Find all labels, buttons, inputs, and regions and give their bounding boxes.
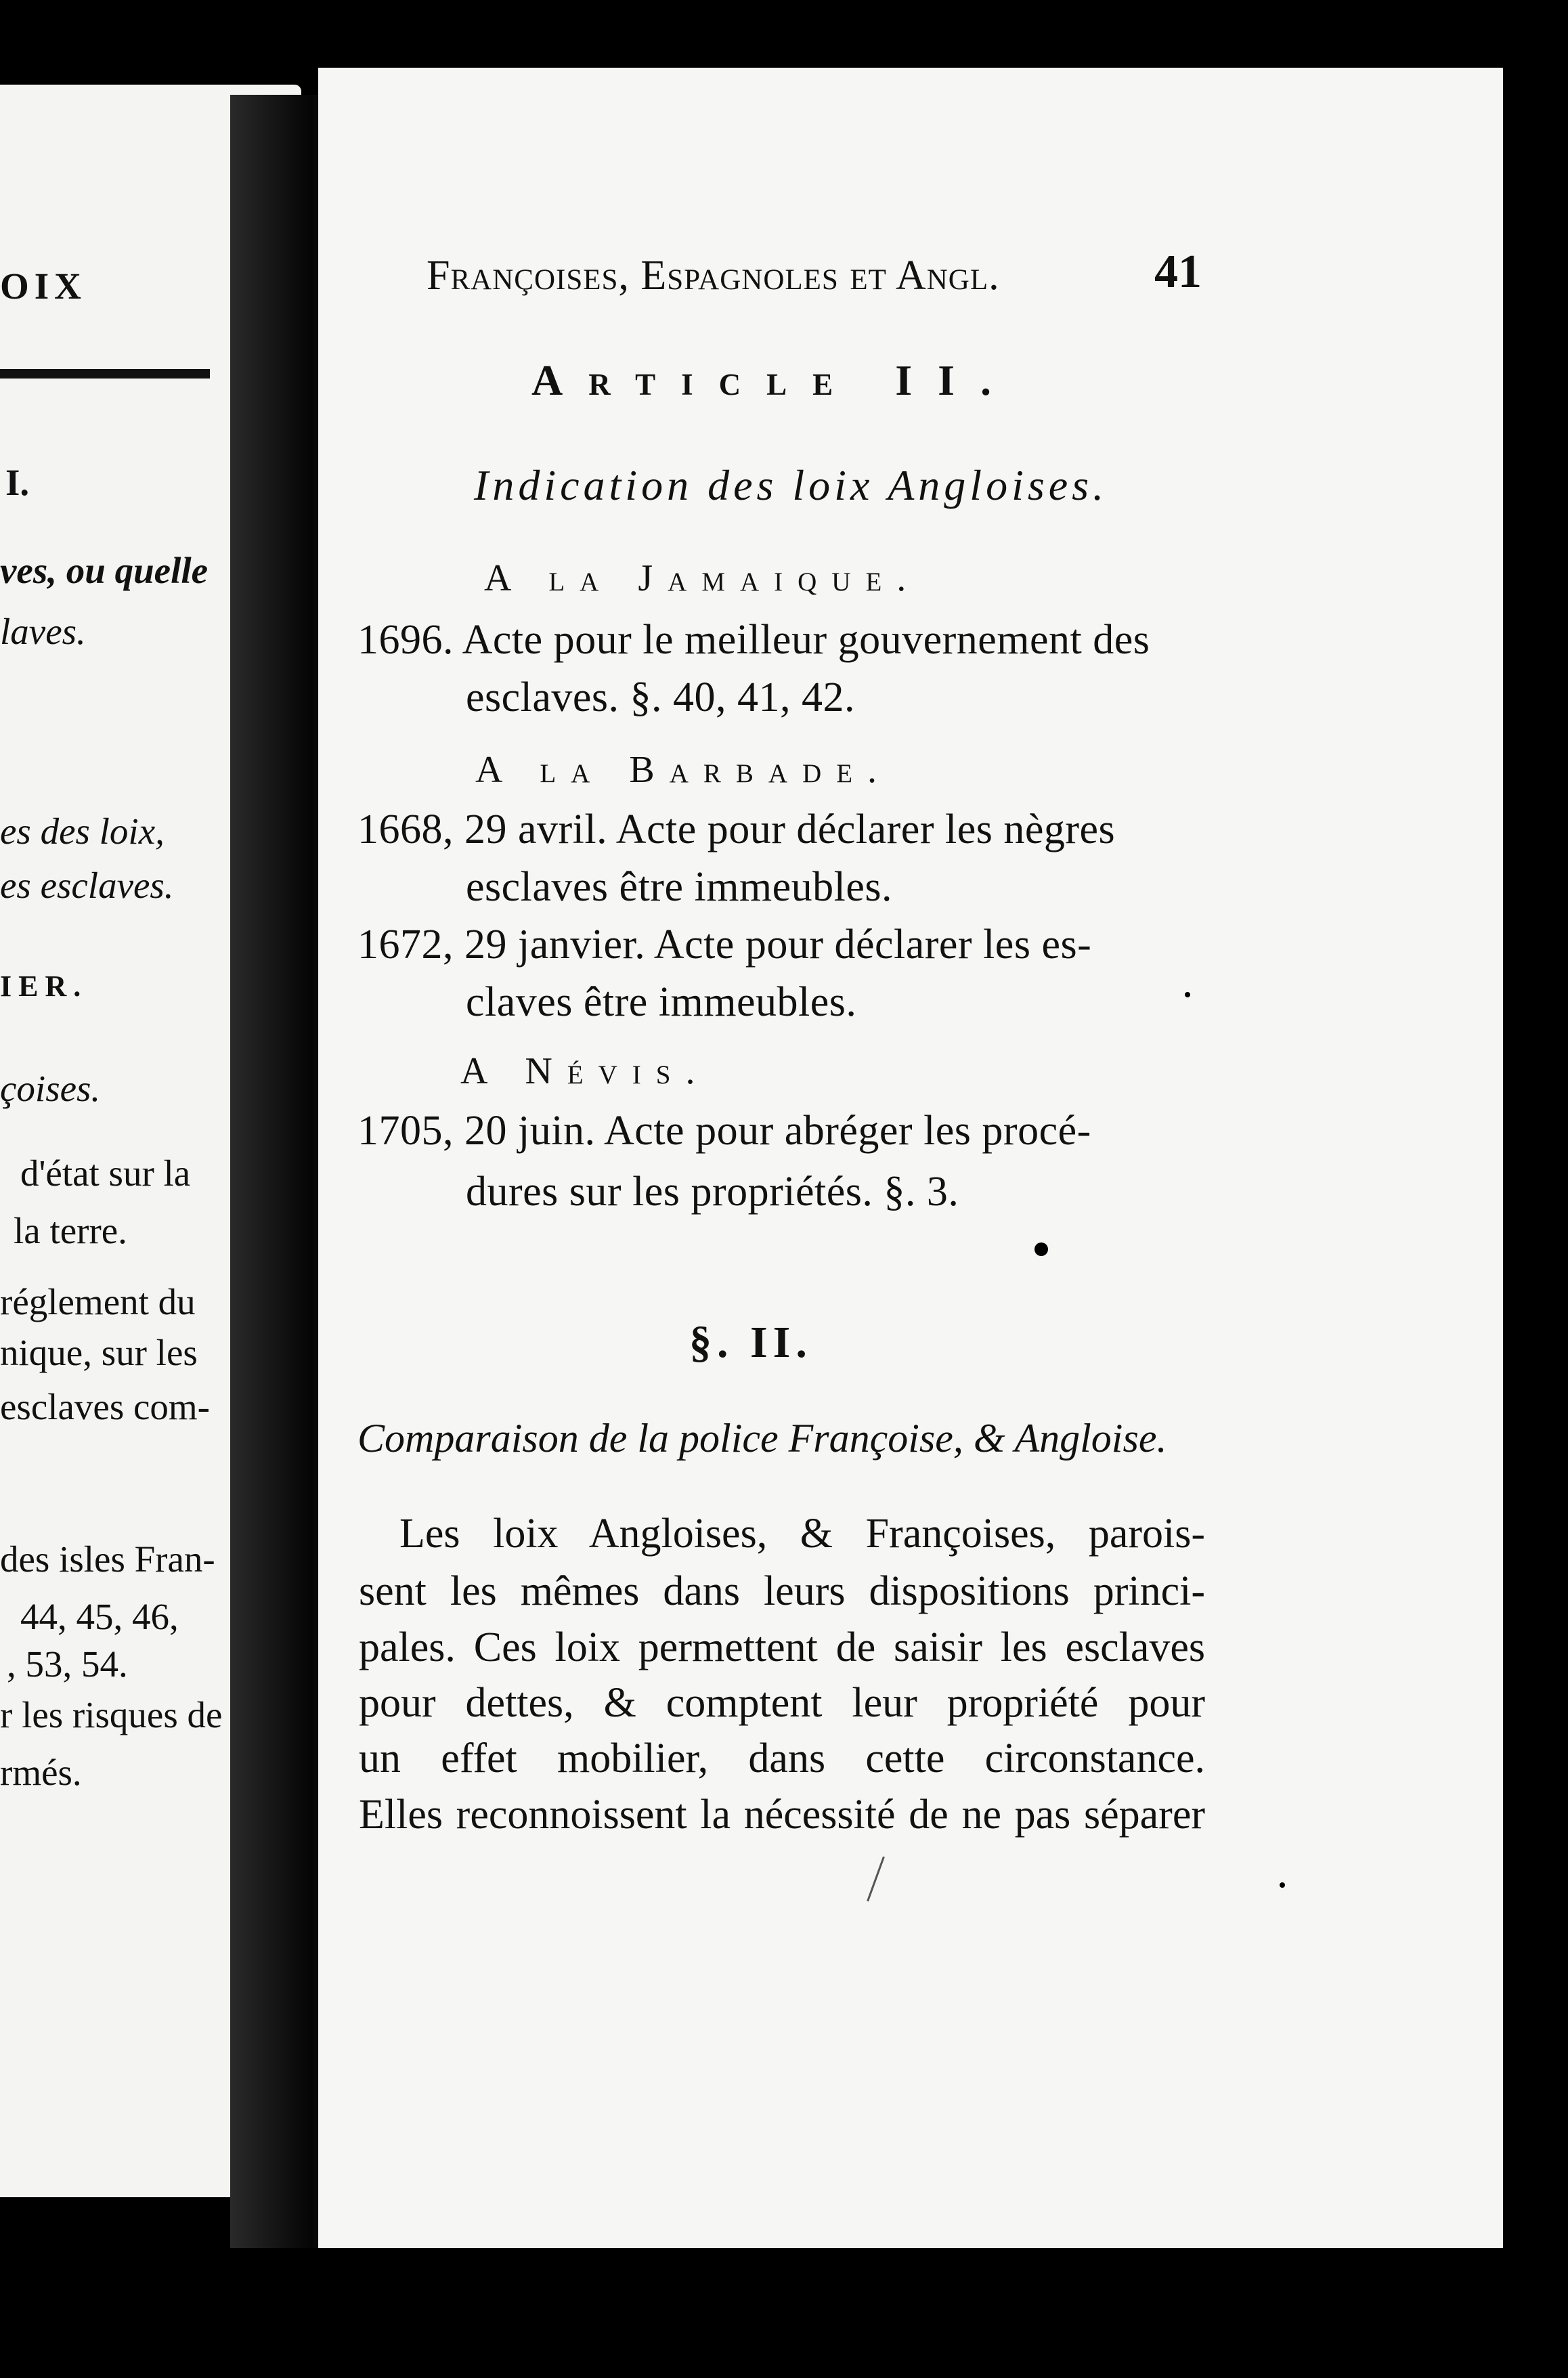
entry-line: 1668, 29 avril. Acte pour déclarer les nègres: [357, 806, 1116, 852]
left-page-fragment: la terre.: [14, 1210, 127, 1251]
left-page-fragment: rmés.: [0, 1752, 82, 1793]
left-page-fragment: IER.: [0, 970, 88, 1003]
place-heading: A Névis.: [460, 1050, 710, 1092]
left-page-fragment: esclaves com-: [0, 1386, 210, 1427]
ink-speck: [1035, 1242, 1048, 1256]
left-page-fragment: çoises.: [0, 1068, 101, 1109]
paragraph-line: sent les mêmes dans leurs dispositions princi-: [359, 1568, 1205, 1614]
paragraph-line: un effet mobilier, dans cette circonstance.: [359, 1735, 1205, 1781]
pen-mark: [867, 1857, 885, 1902]
left-page-fragment: laves.: [0, 611, 86, 652]
left-page-fragment: 44, 45, 46,: [20, 1596, 179, 1637]
left-page-fragment: nique, sur les: [0, 1332, 198, 1373]
ink-speck: [1280, 1882, 1285, 1888]
entry-line: esclaves être immeubles.: [466, 864, 893, 910]
left-page-rule: [0, 369, 210, 379]
paragraph-line: pales. Ces loix permettent de saisir les esclaves: [359, 1624, 1205, 1670]
ink-speck: [1185, 992, 1190, 997]
left-page-fragment: d'état sur la: [20, 1152, 191, 1194]
entry-line: 1705, 20 juin. Acte pour abréger les procé-: [357, 1108, 1091, 1154]
left-page-fragment: OIX: [0, 265, 87, 307]
left-page-fragment: es des loix,: [0, 810, 165, 852]
paragraph-line: Les loix Angloises, & Françoises, parois-: [399, 1511, 1205, 1557]
left-page-fragment: , 53, 54.: [7, 1643, 128, 1685]
left-page-fragment: es esclaves.: [0, 865, 174, 906]
section-heading: §. II.: [689, 1318, 812, 1367]
paragraph-line: pour dettes, & comptent leur propriété pour: [359, 1680, 1205, 1726]
subheading: Indication des loix Angloises.: [474, 461, 1108, 509]
entry-line: dures sur les propriétés. §. 3.: [466, 1169, 959, 1215]
article-heading: Article II.: [531, 356, 1018, 404]
entry-line: 1696. Acte pour le meilleur gouvernement des: [357, 617, 1150, 663]
entry-line: 1672, 29 janvier. Acte pour déclarer les es-: [357, 922, 1092, 968]
running-header: Françoises, Espagnoles et Angl.: [427, 253, 1000, 299]
section-title: Comparaison de la police Françoise, & Angloise.: [357, 1416, 1167, 1461]
right-page: [318, 68, 1503, 2248]
place-heading: A la Barbade.: [475, 749, 892, 791]
place-heading: A la Jamaique.: [484, 557, 921, 599]
entry-line: claves être immeubles.: [466, 979, 857, 1025]
left-page-fragment: réglement du: [0, 1281, 196, 1322]
left-page-fragment: ves, ou quelle: [0, 550, 209, 591]
left-page-fragment: I.: [5, 462, 30, 503]
paragraph-line: Elles reconnoissent la nécessité de ne pas séparer: [359, 1792, 1205, 1838]
page-number: 41: [1154, 246, 1202, 298]
left-page-fragment: des isles Fran-: [0, 1538, 215, 1580]
entry-line: esclaves. §. 40, 41, 42.: [466, 674, 856, 720]
left-page-fragment: r les risques de: [0, 1694, 223, 1735]
